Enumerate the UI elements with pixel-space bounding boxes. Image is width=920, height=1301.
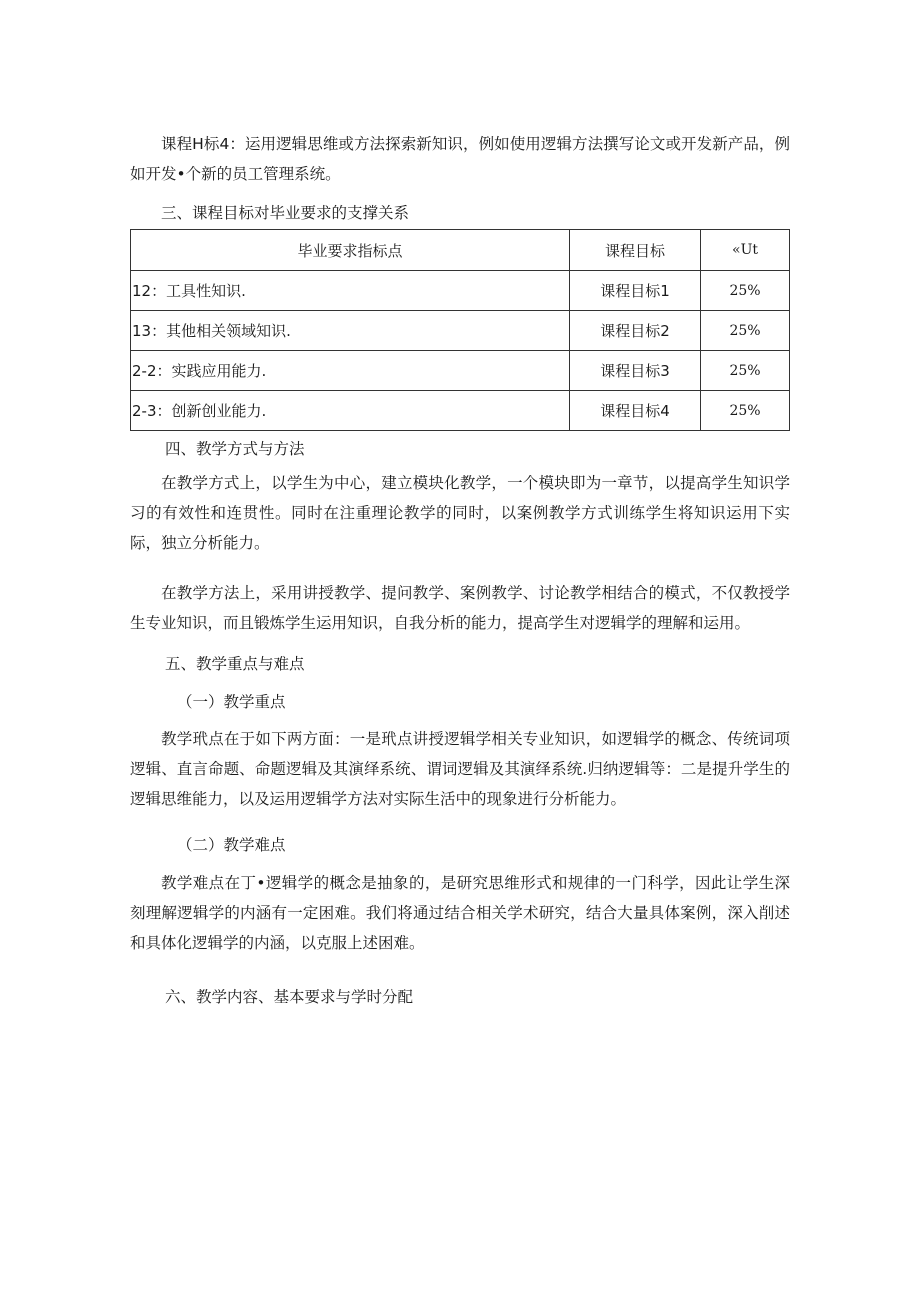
section-3-heading: 三、课程目标对毕业要求的支撑关系 bbox=[161, 204, 410, 222]
indicator-text: 13：其他相关领域知识. bbox=[132, 322, 291, 340]
course-goal-4-paragraph: 课程H标4：运用逻辑思维或方法探索新知识，例如使用逻辑方法撰写论文或开发新产品，例如开发•个新的员工管理系统。 bbox=[130, 135, 790, 183]
section-6-heading: 六、教学内容、基本要求与学时分配 bbox=[165, 988, 414, 1006]
goal-cell: 课程目标1 bbox=[570, 271, 701, 311]
subsection-1-paragraph: 教学玳点在于如下两方面：一是玳点讲授逻辑学相关专业知识，如逻辑学的概念、传统词项逻辑、直言命题、命题逻辑及其演绎系统、谓词逻辑及其演绎系统.归纳逻辑等：二是提升学生的逻辑思维能力，以及运用逻辑学方法对实际生活中的现象进行分析能力。 bbox=[130, 730, 790, 808]
table-row bbox=[131, 311, 790, 351]
indicator-cell bbox=[131, 391, 570, 431]
subsection-2-paragraph: 教学难点在丁•逻辑学的概念是抽象的，是研究思维形式和规律的一门科学，因此让学生深刻理解逻辑学的内涵有一定困难。我们将通过结合相关学术研究，结合大量具体案例，深入削述和具体化逻辑学的内涵，以克服上述困难。 bbox=[130, 874, 790, 952]
weight-cell: 25% bbox=[701, 311, 790, 351]
section-4-heading: 四、教学方式与方法 bbox=[165, 440, 305, 458]
goal-cell: 课程目标2 bbox=[570, 311, 701, 351]
indicator-text: 12：工具性知识. bbox=[132, 282, 246, 300]
header-indicator: 毕业要求指标点 bbox=[131, 230, 570, 271]
subsection-2-heading: （二）教学难点 bbox=[177, 836, 286, 854]
goal-cell: 课程目标3 bbox=[570, 351, 701, 391]
weight-cell: 25% bbox=[701, 391, 790, 431]
section-5-heading: 五、教学重点与难点 bbox=[165, 655, 305, 673]
table-row bbox=[131, 351, 790, 391]
section-4-paragraph-1: 在教学方式上，以学生为中心，建立模块化教学，一个模块即为一章节，以提高学生知识学习的有效性和连贯性。同时在注重理论教学的同时，以案例教学方式训练学生将知识运用下实际，独立分析能力。 bbox=[130, 474, 790, 552]
header-course-goal: 课程目标 bbox=[570, 230, 701, 271]
goal-cell: 课程目标4 bbox=[570, 391, 701, 431]
table-row bbox=[131, 391, 790, 431]
indicator-cell bbox=[131, 351, 570, 391]
indicator-cell bbox=[131, 311, 570, 351]
indicator-text: 2-3：创新创业能力. bbox=[132, 402, 267, 420]
header-weight: «Ut bbox=[701, 230, 790, 271]
subsection-1-heading: （一）教学重点 bbox=[177, 693, 286, 711]
table-row bbox=[131, 271, 790, 311]
section-4-paragraph-2: 在教学方法上，采用讲授教学、提问教学、案例教学、讨论教学相结合的模式，不仅教授学生专业知识，而且锻炼学生运用知识，自我分析的能力，提高学生对逻辑学的理解和运用。 bbox=[130, 584, 790, 632]
indicator-text: 2-2：实践应用能力. bbox=[132, 362, 267, 380]
weight-cell: 25% bbox=[701, 271, 790, 311]
indicator-cell bbox=[131, 271, 570, 311]
table-header-row bbox=[131, 230, 790, 271]
weight-cell: 25% bbox=[701, 351, 790, 391]
support-relationship-table bbox=[130, 229, 790, 431]
